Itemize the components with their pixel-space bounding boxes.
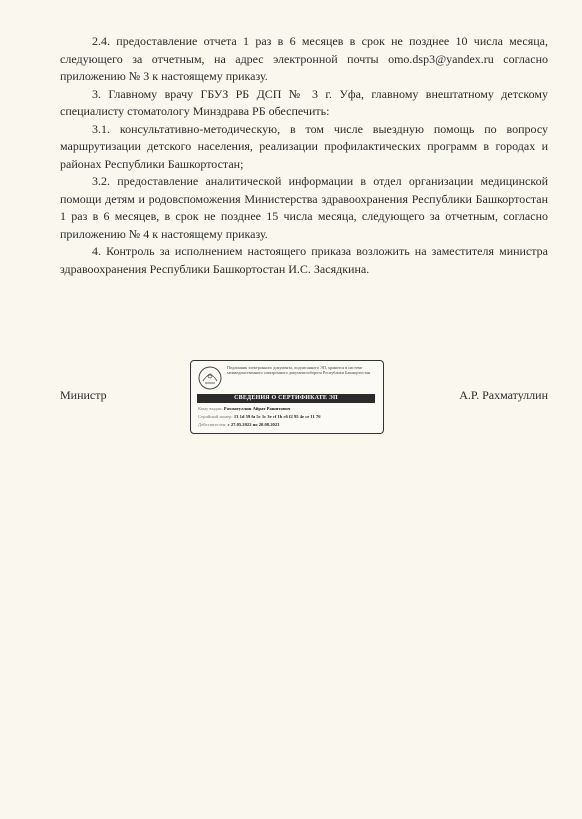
stamp-valid: с 27.05.2022 по 20.08.2023 (227, 422, 280, 427)
paragraph-3: 3. Главному врачу ГБУЗ РБ ДСП № 3 г. Уфа, главному внештатному детскому специалисту стоматологу Минздрава РБ обеспечить: (60, 86, 548, 118)
stamp-owner-label: Кому выдан: (198, 406, 223, 411)
stamp-header-text: Подлинник электронного документа, подписанного ЭП, хранится в системе межведомственного электронного документооборота Республики Башкортостан (227, 365, 371, 376)
republic-emblem-icon (197, 365, 223, 391)
paragraph-4: 4. Контроль за исполнением настоящего приказа возложить на заместителя министра здравоохранения Республики Башкортостан И.С. Засядкина. (60, 244, 548, 276)
signer-name: А.Р. Рахматуллин (459, 388, 548, 402)
stamp-serial: 13 1d 59 fa 5c 1c 3e cf 1b c6 f2 95 4e ce 11 76 (233, 414, 321, 419)
stamp-owner: Рахматуллин Айрат Рашитович (223, 406, 291, 411)
stamp-validity-row (198, 422, 378, 428)
stamp-serial-row (198, 414, 378, 420)
stamp-valid-label: Действителен: (198, 422, 227, 427)
stamp-owner-row (198, 406, 378, 412)
paragraph-2-4: 2.4. предоставление отчета 1 раз в 6 месяцев в срок не позднее 10 числа месяца, следующего за отчетным, на адрес электронной почты omo.dsp3@yandex.ru согласно приложению № 3 к настоящему приказу. (60, 34, 548, 83)
signer-position: Министр (60, 388, 107, 402)
electronic-signature-stamp (190, 360, 384, 434)
stamp-title: СВЕДЕНИЯ О СЕРТИФИКАТЕ ЭП (197, 394, 375, 403)
paragraph-3-2: 3.2. предоставление аналитической информации в отдел организации медицинской помощи детям и родовспоможения Министерства здравоохранения Республики Башкортостан 1 раз в 6 месяцев, в срок не позднее 15 числа месяца, следующего за отчетным, согласно приложению № 4 к настоящему приказу. (60, 174, 548, 241)
paragraph-3-1: 3.1. консультативно-методическую, в том числе выездную помощь по вопросу маршрутизации детского населения, реализации профилактических программ в городах и районах Республики Башкортостан; (60, 121, 548, 171)
document-body (60, 33, 548, 278)
stamp-serial-label: Серийный номер: (198, 414, 233, 419)
